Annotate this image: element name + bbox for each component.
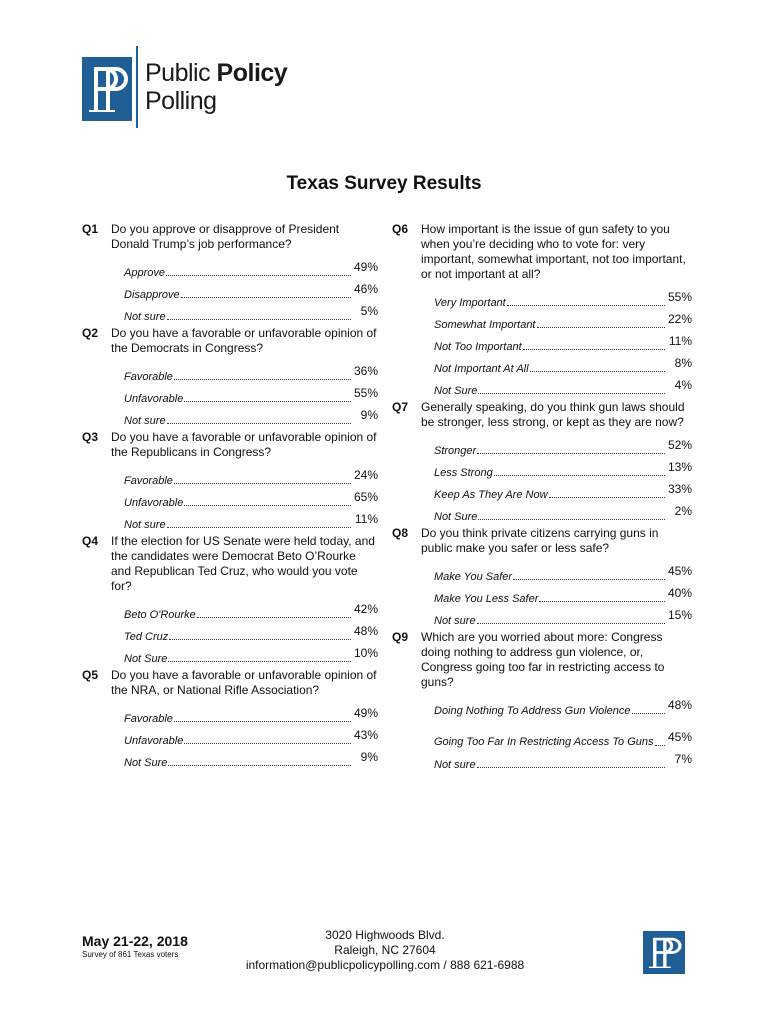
answer-row <box>434 501 692 523</box>
dot-leader <box>167 319 351 320</box>
answer-label: Not Too Important <box>434 341 522 353</box>
answer-label: Not sure <box>434 615 476 627</box>
answer-label: Disapprove <box>124 289 180 301</box>
answer-percent: 46% <box>353 282 378 296</box>
question-q2 <box>82 326 378 430</box>
dot-leader <box>184 743 351 744</box>
survey-date: May 21-22, 2018 <box>82 933 188 949</box>
answer-label: Not sure <box>434 759 476 771</box>
answer-row <box>124 509 378 531</box>
question-number: Q1 <box>82 222 99 236</box>
answer-label: Not Important At All <box>434 363 529 375</box>
answer-percent: 22% <box>667 312 692 326</box>
logo-divider <box>136 46 138 128</box>
question-number: Q6 <box>392 222 409 236</box>
answer-percent: 9% <box>360 750 378 764</box>
dot-leader <box>507 305 665 306</box>
answer-label: Ted Cruz <box>124 631 169 643</box>
page-title: Texas Survey Results <box>286 173 482 194</box>
dot-leader <box>477 453 665 454</box>
answer-percent: 13% <box>667 460 692 474</box>
answer-row <box>434 479 692 501</box>
answer-percent: 5% <box>360 304 378 318</box>
dot-leader <box>174 483 351 484</box>
question-q9 <box>392 630 692 774</box>
answer-label: Keep As They Are Now <box>434 489 548 501</box>
answer-percent: 55% <box>667 290 692 304</box>
answer-label: Unfavorable <box>124 497 184 509</box>
ppp-mark-icon <box>82 57 132 121</box>
question-number: Q7 <box>392 400 409 414</box>
answer-label: Not sure <box>124 311 166 323</box>
dot-leader <box>184 401 351 402</box>
answer-label: Favorable <box>124 475 173 487</box>
question-text: Do you have a favorable or unfavorable opinion of the NRA, or National Rifle Association? <box>111 668 377 697</box>
answer-percent: 10% <box>353 646 378 660</box>
answer-label: Less Strong <box>434 467 493 479</box>
right-column <box>392 222 692 774</box>
answer-label: Unfavorable <box>124 735 184 747</box>
question-q6 <box>392 222 692 400</box>
question-text: Do you have a favorable or unfavorable opinion of the Republicans in Congress? <box>111 430 377 459</box>
dot-leader <box>174 721 351 722</box>
answer-row <box>124 703 378 725</box>
dot-leader <box>169 639 351 640</box>
answer-row <box>434 457 692 479</box>
question-number: Q8 <box>392 526 409 540</box>
answer-row <box>434 605 692 627</box>
answer-row <box>124 747 378 769</box>
answer-percent: 48% <box>667 698 692 712</box>
answer-percent: 42% <box>353 602 378 616</box>
answer-row <box>434 331 692 353</box>
answer-label: Going Too Far In Restricting Access To Guns <box>434 736 654 748</box>
answer-label: Approve <box>124 267 165 279</box>
answer-row <box>434 749 692 771</box>
answer-percent: 8% <box>674 356 692 370</box>
dot-leader <box>168 661 351 662</box>
answer-label: Make You Less Safer <box>434 593 539 605</box>
question-q8 <box>392 526 692 630</box>
answer-percent: 7% <box>674 752 692 766</box>
answer-percent: 36% <box>353 364 378 378</box>
answer-percent: 55% <box>353 386 378 400</box>
dot-leader <box>477 623 665 624</box>
answer-label: Not sure <box>124 519 166 531</box>
answer-label: Not Sure <box>434 385 478 397</box>
question-q7 <box>392 400 692 526</box>
answer-label: Unfavorable <box>124 393 184 405</box>
dot-leader <box>477 767 665 768</box>
ppp-logo <box>82 46 287 128</box>
answer-row <box>124 643 378 665</box>
dot-leader <box>166 275 351 276</box>
left-column <box>82 222 378 772</box>
answer-label: Stronger <box>434 445 477 457</box>
dot-leader <box>197 617 351 618</box>
dot-leader <box>537 327 666 328</box>
answer-percent: 2% <box>674 504 692 518</box>
answer-row <box>434 287 692 309</box>
answer-row <box>434 583 692 605</box>
answer-label: Doing Nothing To Address Gun Violence <box>434 705 631 717</box>
question-text: Do you think private citizens carrying guns in public make you safer or less safe? <box>421 526 659 555</box>
dot-leader <box>513 579 665 580</box>
answer-percent: 4% <box>674 378 692 392</box>
answer-label: Very Important <box>434 297 506 309</box>
dot-leader <box>655 745 666 746</box>
dot-leader <box>184 505 351 506</box>
dot-leader <box>478 393 665 394</box>
answer-row <box>124 487 378 509</box>
footer-address: 3020 Highwoods Blvd. Raleigh, NC 27604 information@publicpolicypolling.com / 888 621-6988 <box>245 928 525 972</box>
answer-row <box>124 599 378 621</box>
dot-leader <box>167 423 351 424</box>
answer-percent: 33% <box>667 482 692 496</box>
answer-label: Favorable <box>124 371 173 383</box>
answer-label: Not Sure <box>124 757 168 769</box>
answer-label: Somewhat Important <box>434 319 536 331</box>
answer-row <box>434 435 692 457</box>
answer-percent: 45% <box>667 730 692 744</box>
question-text: Do you have a favorable or unfavorable opinion of the Democrats in Congress? <box>111 326 377 355</box>
question-text: If the election for US Senate were held today, and the candidates were Democrat Beto O’Rourke and Republican Ted Cruz, who would you vote for? <box>111 534 375 593</box>
dot-leader <box>168 765 351 766</box>
dot-leader <box>530 371 665 372</box>
answer-row <box>434 717 692 749</box>
question-q4 <box>82 534 378 668</box>
answer-percent: 43% <box>353 728 378 742</box>
answer-percent: 48% <box>353 624 378 638</box>
answer-percent: 24% <box>353 468 378 482</box>
answer-row <box>124 257 378 279</box>
question-number: Q9 <box>392 630 409 644</box>
answer-row <box>434 353 692 375</box>
answer-label: Not Sure <box>124 653 168 665</box>
dot-leader <box>549 497 665 498</box>
answer-row <box>124 621 378 643</box>
question-text: Generally speaking, do you think gun laws should be stronger, less strong, or kept as they are now? <box>421 400 685 429</box>
answer-percent: 49% <box>353 260 378 274</box>
question-text: How important is the issue of gun safety to you when you’re deciding who to vote for: very important, somewhat important, not too important, or not important at all? <box>421 222 686 281</box>
dot-leader <box>539 601 665 602</box>
question-text: Which are you worried about more: Congress doing nothing to address gun violence, or, Congress going too far in restricting access to guns? <box>421 630 665 689</box>
answer-percent: 11% <box>354 512 378 526</box>
answer-percent: 11% <box>668 334 692 348</box>
dot-leader <box>174 379 351 380</box>
question-q3 <box>82 430 378 534</box>
answer-label: Beto O'Rourke <box>124 609 196 621</box>
answer-row <box>124 383 378 405</box>
ppp-mark-small-icon <box>643 931 685 974</box>
dot-leader <box>494 475 665 476</box>
answer-label: Not Sure <box>434 511 478 523</box>
question-q5 <box>82 668 378 772</box>
answer-percent: 9% <box>360 408 378 422</box>
answer-row <box>434 375 692 397</box>
dot-leader <box>167 527 351 528</box>
answer-label: Not sure <box>124 415 166 427</box>
answer-percent: 40% <box>667 586 692 600</box>
dot-leader <box>632 713 666 714</box>
answer-percent: 65% <box>353 490 378 504</box>
dot-leader <box>181 297 351 298</box>
logo-wordmark: Public Policy Polling <box>145 59 288 115</box>
answer-row <box>124 405 378 427</box>
answer-row <box>434 561 692 583</box>
answer-label: Make You Safer <box>434 571 513 583</box>
answer-row <box>124 301 378 323</box>
survey-sample: Survey of 861 Texas voters <box>82 950 179 959</box>
question-number: Q5 <box>82 668 99 682</box>
ppp-logo-mark <box>82 57 132 121</box>
answer-label: Favorable <box>124 713 173 725</box>
answer-percent: 15% <box>667 608 692 622</box>
answer-percent: 45% <box>667 564 692 578</box>
answer-row <box>124 361 378 383</box>
question-text: Do you approve or disapprove of President Donald Trump’s job performance? <box>111 222 340 251</box>
dot-leader <box>478 519 665 520</box>
answer-row <box>434 309 692 331</box>
answer-row <box>124 725 378 747</box>
answer-row <box>124 465 378 487</box>
footer-logo-mark <box>643 931 685 974</box>
question-number: Q2 <box>82 326 99 340</box>
question-q1 <box>82 222 378 326</box>
answer-row <box>124 279 378 301</box>
answer-row <box>434 695 692 717</box>
dot-leader <box>523 349 665 350</box>
question-number: Q4 <box>82 534 99 548</box>
answer-percent: 49% <box>353 706 378 720</box>
question-number: Q3 <box>82 430 99 444</box>
answer-percent: 52% <box>667 438 692 452</box>
